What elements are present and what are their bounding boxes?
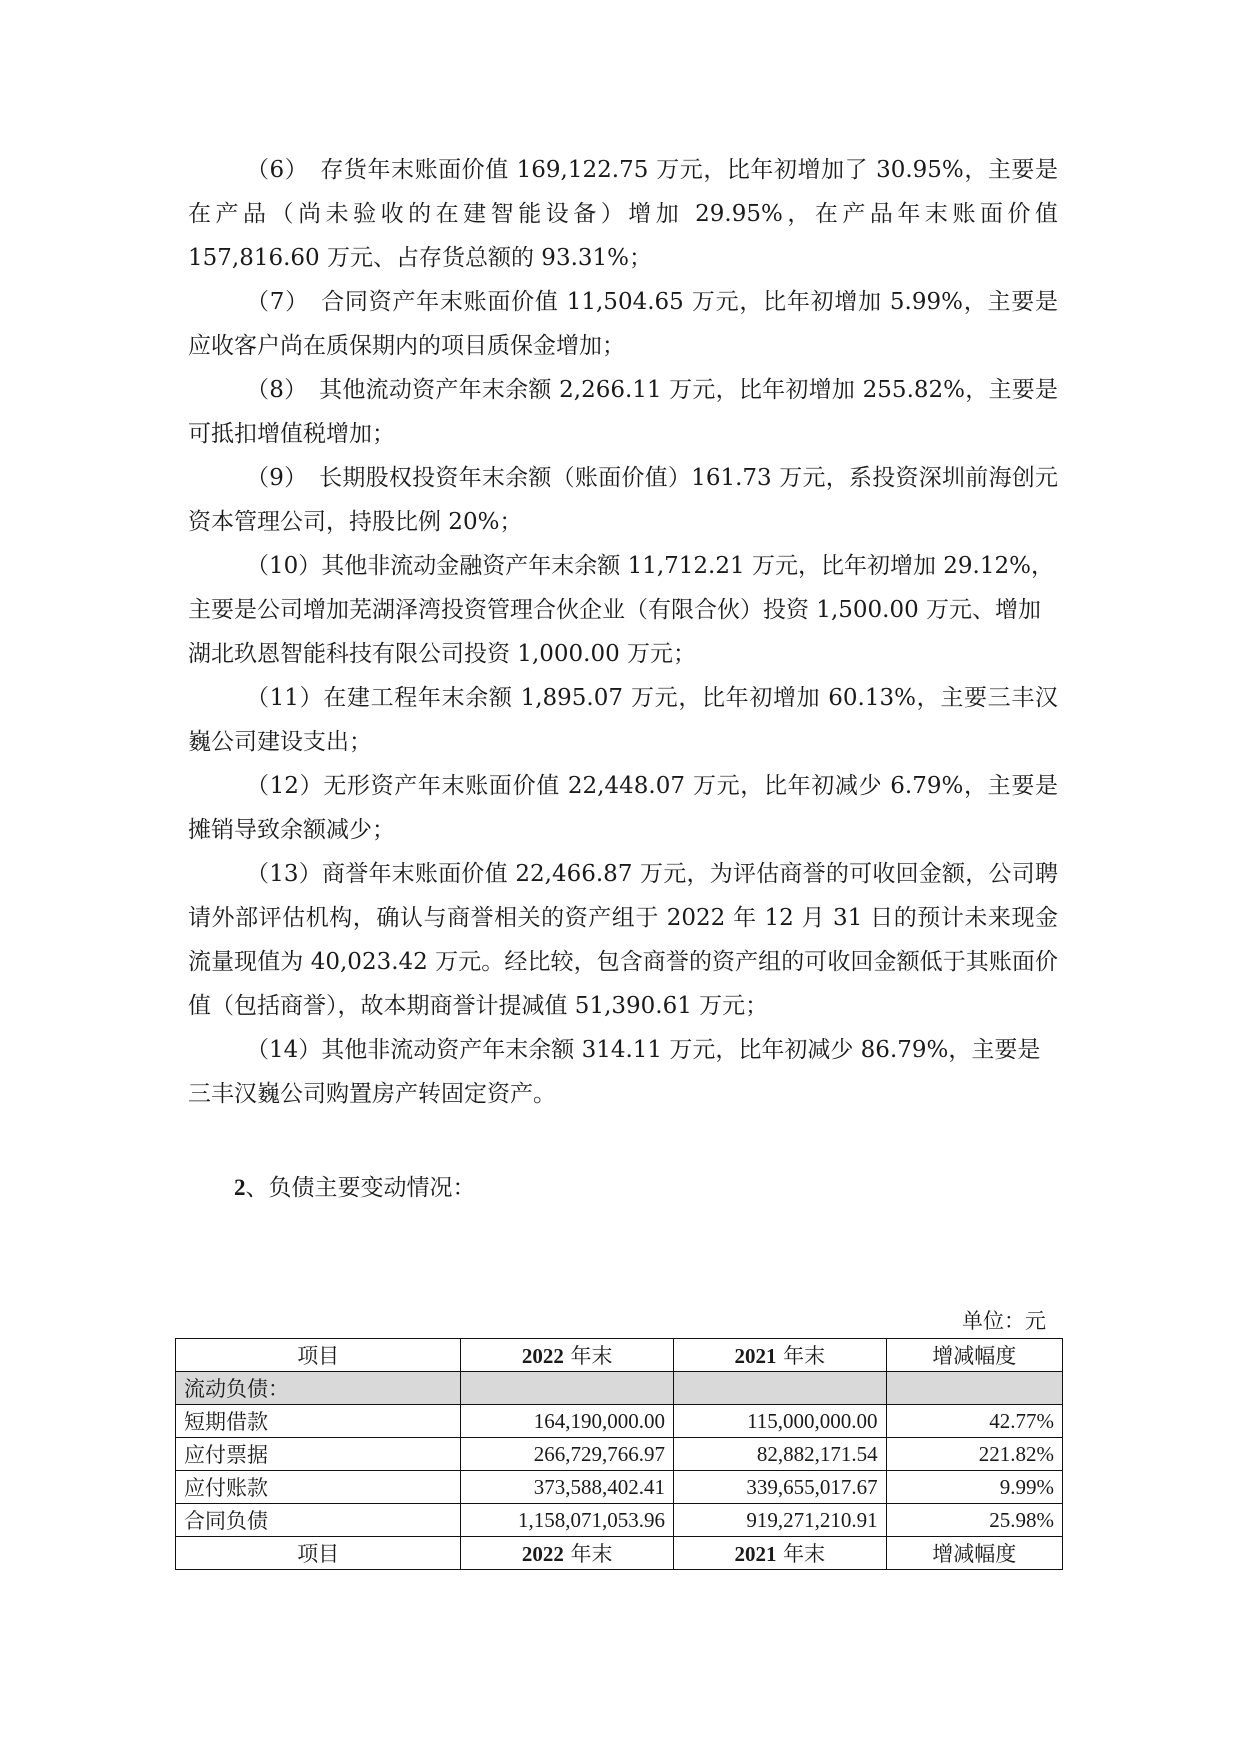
- paragraph-other-noncurrent-assets-cont: 三丰汉巍公司购置房产转固定资产。: [188, 1081, 556, 1107]
- row-item: 合同负债: [176, 1504, 461, 1537]
- row-item: 应付账款: [176, 1471, 461, 1504]
- table-footer-row: [176, 1537, 1063, 1570]
- footer-change: 增减幅度: [886, 1537, 1062, 1570]
- footer-2021: 2021 年末: [674, 1537, 887, 1570]
- row-2021: 82,882,171.54: [674, 1438, 887, 1471]
- table-header-row: [176, 1339, 1063, 1372]
- row-item: 短期借款: [176, 1405, 461, 1438]
- row-2021: 115,000,000.00: [674, 1405, 887, 1438]
- table-row: [176, 1471, 1063, 1504]
- footer-2022: 2022 年末: [461, 1537, 674, 1570]
- footer-item: 项目: [176, 1537, 461, 1570]
- table-row: [176, 1504, 1063, 1537]
- section-number: 2: [234, 1175, 246, 1200]
- row-2022: 1,158,071,053.96: [461, 1504, 674, 1537]
- row-change: 221.82%: [886, 1438, 1062, 1471]
- header-2022: 2022 年末: [461, 1339, 674, 1372]
- body-text: [188, 148, 1066, 1210]
- paragraph-construction: （11）在建工程年末余额 1,895.07 万元，比年初增加 60.13%，主要三丰汉巍公司建设支出；: [188, 685, 1058, 755]
- row-2021: 919,271,210.91: [674, 1504, 887, 1537]
- row-2021: 339,655,017.67: [674, 1471, 887, 1504]
- header-item: 项目: [176, 1339, 461, 1372]
- row-change: 9.99%: [886, 1471, 1062, 1504]
- row-item: 应付票据: [176, 1438, 461, 1471]
- paragraph-contract-assets: （7） 合同资产年末账面价值 11,504.65 万元，比年初增加 5.99%，主要是应收客户尚在质保期内的项目质保金增加；: [188, 289, 1058, 359]
- paragraph-intangible: （12）无形资产年末账面价值 22,448.07 万元，比年初减少 6.79%，主要是摊销导致余额减少；: [188, 773, 1058, 843]
- paragraph-inventory: （6） 存货年末账面价值 169,122.75 万元，比年初增加了 30.95%，主要是在产品（尚未验收的在建智能设备）增加 29.95%，在产品年末账面价值 157,816.60 万元、占存货总额的 93.31%；: [188, 157, 1066, 271]
- paragraph-other-current-assets: （8） 其他流动资产年末余额 2,266.11 万元，比年初增加 255.82%，主要是可抵扣增值税增加；: [188, 377, 1058, 447]
- header-change: 增减幅度: [886, 1339, 1062, 1372]
- table-row: [176, 1438, 1063, 1471]
- paragraph-long-term-equity: （9） 长期股权投资年末余额（账面价值）161.73 万元，系投资深圳前海创元资本管理公司，持股比例 20%；: [188, 465, 1058, 535]
- unit-label: 单位：元: [962, 1309, 1046, 1333]
- section-title-text: 、负债主要变动情况：: [245, 1175, 476, 1201]
- table-row: [176, 1405, 1063, 1438]
- paragraph-other-noncurrent-assets: （14）其他非流动资产年末余额 314.11 万元，比年初减少 86.79%，主要是: [246, 1037, 1041, 1063]
- row-change: 42.77%: [886, 1405, 1062, 1438]
- liabilities-table: [175, 1338, 1063, 1570]
- paragraph-other-noncurrent-financial: （10）其他非流动金融资产年末余额 11,712.21 万元，比年初增加 29.12%，: [246, 553, 1054, 579]
- row-change: 25.98%: [886, 1504, 1062, 1537]
- header-2021: 2021 年末: [674, 1339, 887, 1372]
- paragraph-other-noncurrent-financial-cont: 主要是公司增加芜湖泽湾投资管理合伙企业（有限合伙）投资 1,500.00 万元、增加湖北玖恩智能科技有限公司投资 1,000.00 万元；: [188, 597, 1042, 667]
- category-label: 流动负债：: [176, 1372, 461, 1405]
- row-2022: 164,190,000.00: [461, 1405, 674, 1438]
- table-category-row: [176, 1372, 1063, 1405]
- row-2022: 266,729,766.97: [461, 1438, 674, 1471]
- row-2022: 373,588,402.41: [461, 1471, 674, 1504]
- section-title: [234, 1166, 1058, 1210]
- paragraph-goodwill: （13）商誉年末账面价值 22,466.87 万元，为评估商誉的可收回金额，公司聘请外部评估机构，确认与商誉相关的资产组于 2022 年 12 月 31 日的预计未来现金流量现值为 40,023.42 万元。经比较，包含商誉的资产组的可收回金额低于其账面价值（包括商誉），故本期商誉计提减值 51,390.61 万元；: [188, 861, 1058, 1019]
